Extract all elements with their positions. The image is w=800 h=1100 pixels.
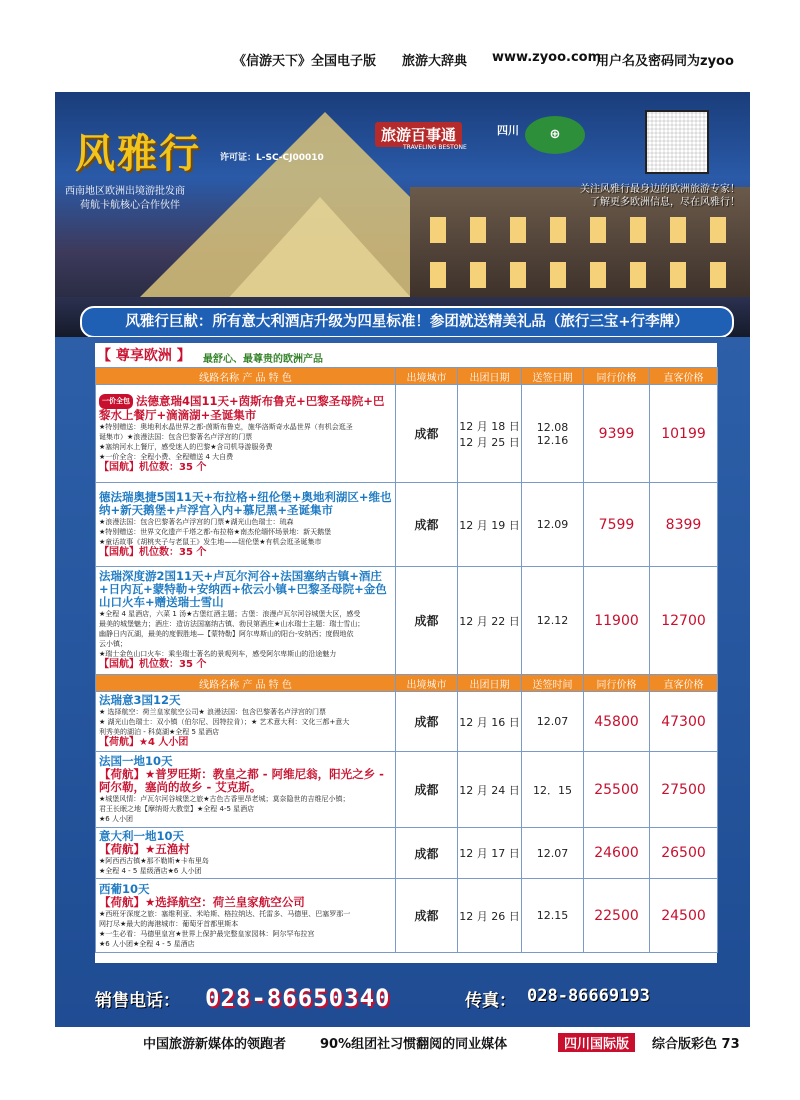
route-line: ★6 人小团★全程 4 - 5 星酒店 bbox=[99, 939, 195, 948]
all-inclusive-badge: 一价全包 bbox=[99, 394, 133, 409]
flight-info: 【国航】机位数：35 个 bbox=[99, 659, 207, 670]
route-line: ★瑞士金色山口火车：乘坐瑞士著名的景观列车，感受阿尔卑斯山的沿途魅力 bbox=[99, 650, 337, 658]
table-row[interactable] bbox=[96, 879, 718, 953]
departure-dates: 12 月 24 日 bbox=[458, 752, 522, 828]
follow-text-2: 了解更多欧洲信息，尽在风雅行！ bbox=[590, 197, 740, 208]
company-tagline-1: 西南地区欧洲出境游批发商 bbox=[65, 186, 185, 197]
route-title: 意大利一地10天 bbox=[99, 829, 185, 843]
departure-city: 成都 bbox=[396, 385, 458, 483]
route-title: 西葡10天 bbox=[99, 881, 150, 896]
section-subtitle: 最舒心、最尊贵的欧洲产品 bbox=[203, 354, 323, 365]
route-line: ★6 人小团 bbox=[99, 815, 133, 823]
route-line: ★特别赠送：世界文化遗产千塔之都-布拉格★南杰伦缅怀场景地：新天鹅堡 bbox=[99, 527, 332, 536]
route-line: ★西班牙深度之旅：塞维利亚、米哈斯、格拉纳达、托雷多、马德里、巴塞罗那一 bbox=[99, 909, 351, 918]
col-date: 出团日期 bbox=[458, 368, 522, 385]
table-row[interactable] bbox=[96, 752, 718, 828]
col-visa: 送签日期 bbox=[522, 368, 584, 385]
departure-city: 成都 bbox=[396, 828, 458, 879]
route-features bbox=[96, 692, 396, 752]
route-features bbox=[96, 483, 396, 567]
route-line: ★阿西西古镇★那不勒斯★卡布里岛 bbox=[99, 857, 209, 865]
col-peer-price: 同行价格 bbox=[584, 368, 650, 385]
sales-phone-number[interactable]: 028-86650340 bbox=[205, 984, 391, 1012]
routes-table-2 bbox=[95, 674, 718, 953]
peer-price: 25500 bbox=[584, 752, 650, 828]
pyramid-glow bbox=[225, 197, 415, 302]
page-number: 综合版彩色 73 bbox=[652, 1037, 740, 1052]
table-row[interactable] bbox=[96, 567, 718, 675]
peer-price: 9399 bbox=[584, 385, 650, 483]
sales-phone-label: 销售电话： bbox=[95, 991, 180, 1011]
follow-text-1: 关注风雅行最身边的欧洲旅游专家！ bbox=[580, 184, 740, 195]
section-title: 【 尊享欧洲 】 bbox=[97, 348, 191, 364]
peer-price: 45800 bbox=[584, 692, 650, 752]
visa-dates: 12.15 bbox=[522, 879, 584, 953]
route-line: ★浪漫法国：包含巴黎著名卢浮宫的门票★湖光山色瑞士：琉森 bbox=[99, 517, 294, 526]
table-row[interactable] bbox=[96, 483, 718, 567]
route-line: ★塞纳河水上餐厅，感受迷人的巴黎★含司机导游服务费 bbox=[99, 442, 273, 451]
departure-dates: 12 月 17 日 bbox=[458, 828, 522, 879]
direct-price: 47300 bbox=[650, 692, 718, 752]
route-line: 利秀美的湖泊 - 科莫湖★全程 5 星酒店 bbox=[99, 728, 220, 736]
contact-bar bbox=[95, 984, 717, 1014]
route-subtitle: 【荷航】★普罗旺斯：教皇之都 - 阿维尼翁，阳光之乡 - 阿尔勒，塞尚的故乡 - 艾克斯。 bbox=[99, 767, 384, 794]
globe-logo-icon: ⊕ bbox=[525, 116, 585, 154]
route-line: 网打尽★最大的海港城市：葡萄牙首都里斯本 bbox=[99, 919, 239, 928]
edition-badge: 四川国际版 bbox=[558, 1033, 635, 1052]
col-direct-price: 直客价格 bbox=[650, 675, 718, 692]
flight-info: 【国航】机位数：35 个 bbox=[99, 461, 207, 473]
footer-slogan-2: 90%组团社习惯翻阅的同业媒体 bbox=[320, 1037, 508, 1052]
direct-price: 10199 bbox=[650, 385, 718, 483]
table-row[interactable] bbox=[96, 692, 718, 752]
route-title: 法瑞意3国12天 bbox=[99, 693, 181, 707]
routes-table-1 bbox=[95, 367, 718, 675]
route-features bbox=[96, 879, 396, 953]
departure-city: 成都 bbox=[396, 879, 458, 953]
col-peer-price: 同行价格 bbox=[584, 675, 650, 692]
flight-info: 【荷航】★4 人小团 bbox=[99, 737, 189, 748]
col-route: 线路名称 产 品 特 色 bbox=[96, 368, 396, 385]
col-date: 出团日期 bbox=[458, 675, 522, 692]
route-line: ★全程 4 星酒店，六菜 1 汤★古堡红酒主题；古堡：浪漫卢瓦尔河谷城堡大区，感受 bbox=[99, 610, 361, 618]
route-title: 法德意瑞4国11天+茵斯布鲁克+巴黎圣母院+巴黎水上餐厅+滴滴湖+圣诞集市 bbox=[99, 393, 385, 422]
direct-price: 12700 bbox=[650, 567, 718, 675]
route-title: 法瑞深度游2国11天+卢瓦尔河谷+法国塞纳古镇+酒庄+日内瓦+蒙特勒+安纳西+依云小镇+巴黎圣母院+金色山口火车+赠送瑞士雪山 bbox=[99, 569, 387, 609]
promo-slogan: 风雅行巨献：所有意大利酒店升级为四星标准！参团就送精美礼品（旅行三宝+行李牌） bbox=[80, 306, 734, 337]
visa-dates: 12．15 bbox=[522, 752, 584, 828]
dictionary-title: 旅游大辞典 bbox=[402, 54, 468, 69]
peer-price: 7599 bbox=[584, 483, 650, 567]
qr-code-icon[interactable] bbox=[645, 110, 709, 174]
route-line: ★城堡风情：卢瓦尔河谷城堡之旅★古色古香里昂老城；莫奈隐世的吉维尼小镇； bbox=[99, 795, 350, 803]
visa-dates: 12.07 bbox=[522, 828, 584, 879]
route-line: ★ 选择航空：荷兰皇家航空公司★ 浪漫法国：包含巴黎著名卢浮宫的门票 bbox=[99, 708, 327, 716]
departure-dates: 12 月 22 日 bbox=[458, 567, 522, 675]
visa-dates: 12.07 bbox=[522, 692, 584, 752]
footer-slogan-1: 中国旅游新媒体的领跑者 bbox=[143, 1037, 287, 1052]
table-header-row bbox=[96, 368, 718, 385]
route-line: ★ 湖光山色瑞士：双小镇（伯尔尼、因特拉肯）；★ 艺术意大利：文化三都+意大 bbox=[99, 718, 350, 726]
sichuan-label: 四川 bbox=[497, 124, 519, 137]
product-panel bbox=[55, 337, 750, 1027]
website-link[interactable]: www.zyoo.com bbox=[492, 50, 602, 65]
departure-city: 成都 bbox=[396, 567, 458, 675]
departure-city: 成都 bbox=[396, 692, 458, 752]
flight-info: 【国航】机位数：35 个 bbox=[99, 546, 207, 558]
route-line: 幽静日内瓦湖，最美的度假胜地—【蒙特勒】阿尔卑斯山的阳台-安纳西；度假地依 bbox=[99, 630, 354, 638]
baishitong-logo: 旅游百事通 bbox=[375, 122, 462, 147]
visa-dates: 12.12 bbox=[522, 567, 584, 675]
page-footer bbox=[0, 1033, 800, 1053]
route-features bbox=[96, 752, 396, 828]
direct-price: 27500 bbox=[650, 752, 718, 828]
direct-price: 8399 bbox=[650, 483, 718, 567]
route-features bbox=[96, 828, 396, 879]
route-line: ★一生必看：马德里皇宫★世界上保护最完整皇家园林：阿尔罕布拉宫 bbox=[99, 929, 315, 938]
peer-price: 24600 bbox=[584, 828, 650, 879]
departure-city: 成都 bbox=[396, 483, 458, 567]
direct-price: 26500 bbox=[650, 828, 718, 879]
fengyaxing-logo: 风雅行 bbox=[75, 130, 201, 177]
route-line: ★特别赠送：奥地利水晶世界之都-茵斯布鲁克，施华洛斯奇水晶世界（有机会逛圣 bbox=[99, 422, 353, 431]
route-title: 德法瑞奥捷5国11天+布拉格+纽伦堡+奥地利湖区+维也纳+新天鹅堡+卢浮宫入内+慕尼黑+圣诞集市 bbox=[99, 489, 392, 517]
peer-price: 22500 bbox=[584, 879, 650, 953]
company-tagline-2: 荷航卡航核心合作伙伴 bbox=[80, 200, 180, 211]
hero-banner bbox=[55, 92, 750, 337]
baishitong-subtitle: TRAVELING BESTONE bbox=[403, 144, 467, 151]
license-number: 许可证：L-SC-CJ00010 bbox=[220, 153, 324, 163]
table-row[interactable] bbox=[96, 828, 718, 879]
route-line: 云小镇； bbox=[99, 640, 127, 648]
login-hint: 用户名及密码同为zyoo bbox=[596, 54, 734, 69]
route-features bbox=[96, 385, 396, 483]
departure-dates: 12 月 16 日 bbox=[458, 692, 522, 752]
departure-dates: 12 月 26 日 bbox=[458, 879, 522, 953]
route-subtitle: 【荷航】★选择航空：荷兰皇家航空公司 bbox=[99, 894, 305, 909]
magazine-title: 《信游天下》全国电子版 bbox=[233, 54, 377, 69]
visa-dates: 12.08 12.16 bbox=[522, 385, 584, 483]
direct-price: 24500 bbox=[650, 879, 718, 953]
departure-dates: 12 月 18 日 12 月 25 日 bbox=[458, 385, 522, 483]
route-line: ★全程 4 - 5 星级酒店★6 人小团 bbox=[99, 867, 202, 875]
route-subtitle: 【荷航】★五渔村 bbox=[99, 842, 190, 856]
route-line: ★童话故事《胡桃夹子与老鼠王》发生地——纽伦堡★有机会逛圣诞集市 bbox=[99, 537, 322, 546]
departure-dates: 12 月 19 日 bbox=[458, 483, 522, 567]
section-header bbox=[95, 343, 717, 367]
fax-label: 传真： bbox=[465, 991, 516, 1011]
col-direct-price: 直客价格 bbox=[650, 368, 718, 385]
col-visa: 送签时间 bbox=[522, 675, 584, 692]
route-line: 最美的城堡魅力；酒庄：造访法国塞纳古镇、勃艮第酒庄★山水瑞士主题：瑞士雪山； bbox=[99, 620, 365, 628]
fax-number[interactable]: 028-86669193 bbox=[527, 986, 650, 1006]
departure-city: 成都 bbox=[396, 752, 458, 828]
col-city: 出境城市 bbox=[396, 675, 458, 692]
visa-dates: 12.09 bbox=[522, 483, 584, 567]
route-line: 君王长眠之地【摩纳哥大教堂】★全程 4-5 星酒店 bbox=[99, 805, 255, 813]
route-title: 法国一地10天 bbox=[99, 754, 173, 768]
route-features bbox=[96, 567, 396, 675]
route-line: ★一价全含：全程小费、全程赠送 4 大自费 bbox=[99, 452, 234, 461]
col-city: 出境城市 bbox=[396, 368, 458, 385]
table-header-row bbox=[96, 675, 718, 692]
top-header bbox=[0, 50, 800, 72]
peer-price: 11900 bbox=[584, 567, 650, 675]
product-card bbox=[95, 343, 717, 963]
route-line: 诞集市）★浪漫法国：包含巴黎著名卢浮宫的门票 bbox=[99, 432, 253, 441]
col-route: 线路名称 产 品 特 色 bbox=[96, 675, 396, 692]
table-row[interactable] bbox=[96, 385, 718, 483]
